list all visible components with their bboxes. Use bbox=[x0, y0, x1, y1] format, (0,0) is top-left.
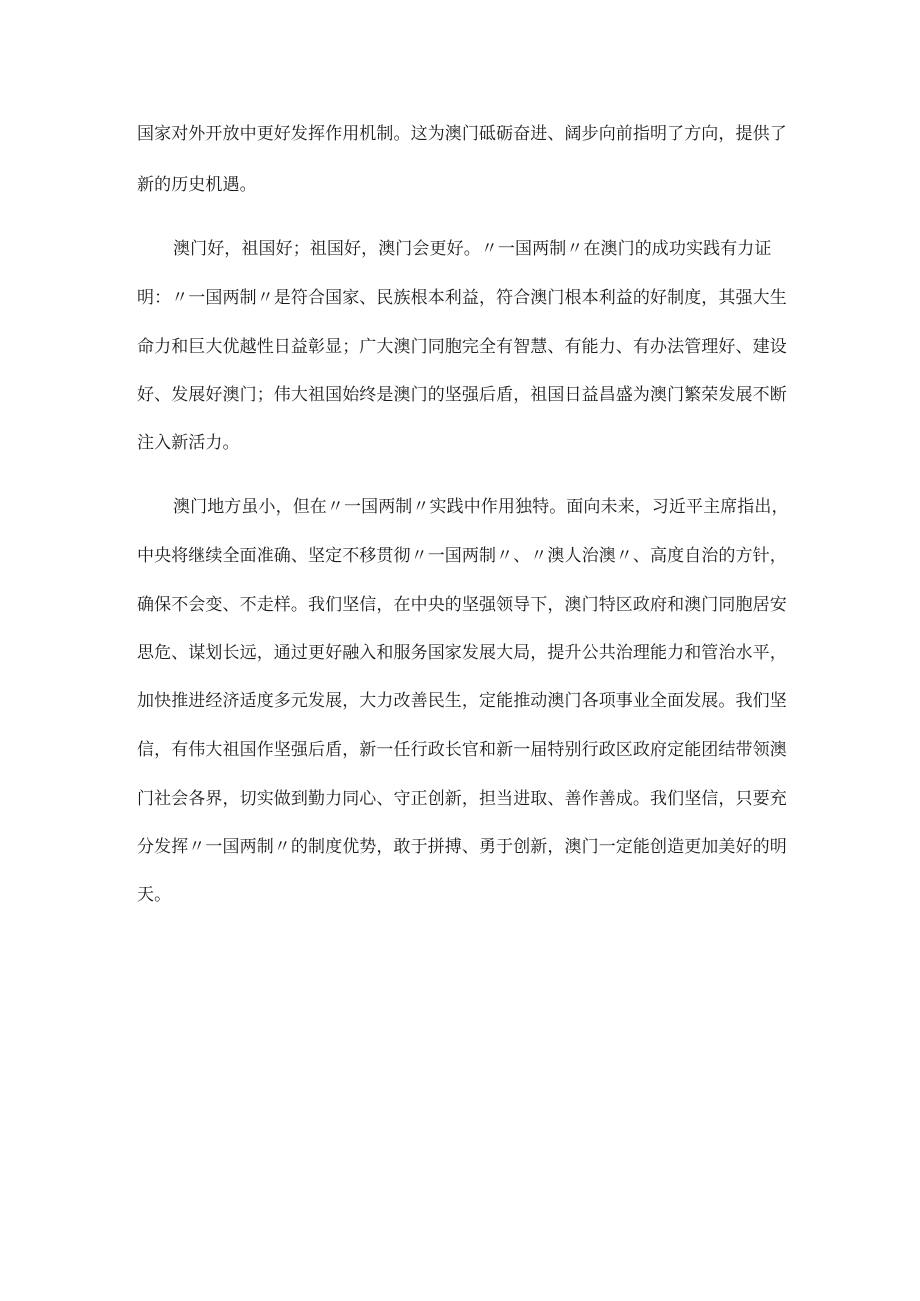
paragraph-line: 澳门地方虽小，但在〃一国两制〃实践中作用独特。面向未来，习近平主席指出， bbox=[173, 497, 789, 517]
paragraph-line: 好、发展好澳门；伟大祖国始终是澳门的坚强后盾，祖国日益昌盛为澳门繁荣发展不断 bbox=[137, 385, 787, 405]
paragraph-line: 加快推进经济适度多元发展，大力改善民生，定能推动澳门各项事业全面发展。我们坚 bbox=[137, 691, 787, 711]
paragraph-line: 明：〃一国两制〃是符合国家、民族根本利益，符合澳门根本利益的好制度，其强大生 bbox=[137, 288, 787, 308]
paragraph-line: 信，有伟大祖国作坚强后盾，新一任行政长官和新一届特别行政区政府定能团结带领澳 bbox=[137, 740, 787, 760]
paragraph-line: 命力和巨大优越性日益彰显；广大澳门同胞完全有智慧、有能力、有办法管理好、建设 bbox=[137, 337, 787, 357]
paragraph-line: 确保不会变、不走样。我们坚信，在中央的坚强领导下，澳门特区政府和澳门同胞居安 bbox=[137, 595, 787, 615]
paragraph-line: 中央将继续全面准确、坚定不移贯彻〃一国两制〃、〃澳人治澳〃、高度自治的方针， bbox=[137, 546, 787, 566]
paragraph-line: 思危、谋划长远，通过更好融入和服务国家发展大局，提升公共治理能力和管治水平， bbox=[137, 643, 787, 663]
paragraph-line: 澳门好，祖国好；祖国好，澳门会更好。〃一国两制〃在澳门的成功实践有力证 bbox=[173, 239, 772, 259]
paragraph-line: 国家对外开放中更好发挥作用机制。这为澳门砥砺奋进、阔步向前指明了方向，提供了 bbox=[137, 124, 787, 144]
paragraph-line: 注入新活力。 bbox=[137, 433, 240, 453]
paragraph-line: 分发挥〃一国两制〃的制度优势，敢于拼搏、勇于创新，澳门一定能创造更加美好的明 bbox=[137, 837, 787, 857]
paragraph-line: 门社会各界，切实做到勤力同心、守正创新，担当进取、善作善成。我们坚信，只要充 bbox=[137, 789, 787, 809]
paragraph-line: 天。 bbox=[137, 885, 172, 905]
paragraph-line: 新的历史机遇。 bbox=[137, 175, 257, 195]
